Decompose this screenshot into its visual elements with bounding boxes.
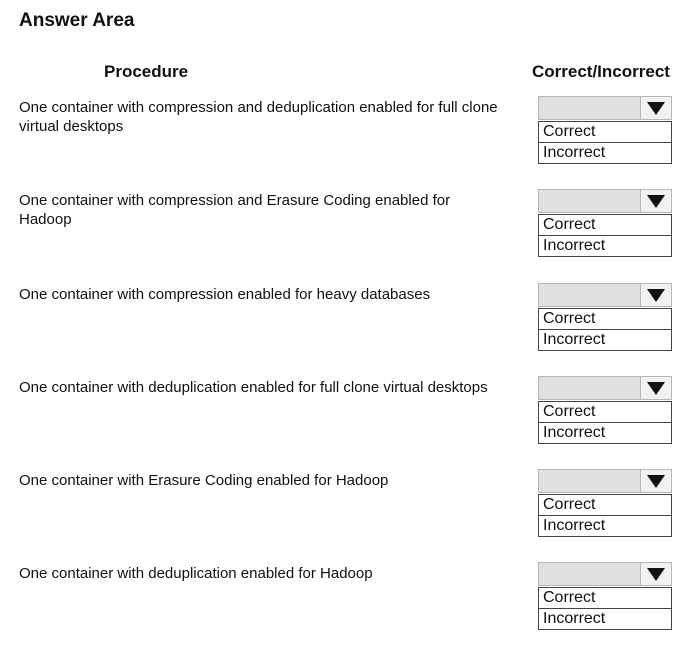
dropdown-arrow-button[interactable] (640, 190, 671, 212)
dropdown-options (538, 308, 672, 351)
procedure-row (0, 564, 700, 654)
procedure-text: One container with Erasure Coding enabled for Hadoop (19, 472, 389, 489)
option-incorrect[interactable]: Incorrect (539, 235, 671, 256)
dropdown-arrow-button[interactable] (640, 470, 671, 492)
answer-dropdown (538, 562, 672, 630)
dropdown-select[interactable] (538, 562, 672, 586)
option-correct[interactable]: Correct (543, 403, 596, 420)
triangle-down-icon (647, 102, 665, 115)
dropdown-options (538, 121, 672, 164)
answer-dropdown (538, 283, 672, 351)
dropdown-options (538, 494, 672, 537)
procedure-row (0, 191, 700, 281)
dropdown-select[interactable] (538, 189, 672, 213)
procedure-text: One container with deduplication enabled for Hadoop (19, 565, 373, 582)
dropdown-options (538, 587, 672, 630)
triangle-down-icon (647, 568, 665, 581)
triangle-down-icon (647, 289, 665, 302)
procedure-text: One container with compression and Erasure Coding enabled for Hadoop (19, 192, 451, 228)
dropdown-select[interactable] (538, 283, 672, 307)
dropdown-arrow-button[interactable] (640, 284, 671, 306)
procedure-row (0, 285, 700, 375)
dropdown-options (538, 401, 672, 444)
dropdown-arrow-button[interactable] (640, 377, 671, 399)
option-incorrect[interactable]: Incorrect (539, 608, 671, 629)
option-incorrect[interactable]: Incorrect (539, 422, 671, 443)
triangle-down-icon (647, 475, 665, 488)
option-correct[interactable]: Correct (543, 496, 596, 513)
option-correct[interactable]: Correct (543, 123, 596, 140)
procedure-header: Procedure (104, 62, 189, 81)
correct-incorrect-header: Correct/Incorrect (532, 62, 670, 81)
option-incorrect[interactable]: Incorrect (539, 329, 671, 350)
dropdown-select[interactable] (538, 376, 672, 400)
procedure-text: One container with deduplication enabled for full clone virtual desktops (19, 379, 488, 396)
dropdown-arrow-button[interactable] (640, 563, 671, 585)
answer-dropdown (538, 96, 672, 164)
procedure-text: One container with compression and deduplication enabled for full clone virtual desktops (19, 99, 498, 135)
answer-dropdown (538, 469, 672, 537)
triangle-down-icon (647, 195, 665, 208)
procedure-row (0, 471, 700, 561)
answer-dropdown (538, 189, 672, 257)
option-correct[interactable]: Correct (543, 310, 596, 327)
procedure-text: One container with compression enabled for heavy databases (19, 286, 431, 303)
procedure-row (0, 378, 700, 468)
triangle-down-icon (647, 382, 665, 395)
answer-dropdown (538, 376, 672, 444)
option-incorrect[interactable]: Incorrect (539, 142, 671, 163)
option-incorrect[interactable]: Incorrect (539, 515, 671, 536)
dropdown-select[interactable] (538, 469, 672, 493)
procedure-row (0, 98, 700, 188)
option-correct[interactable]: Correct (543, 589, 596, 606)
dropdown-arrow-button[interactable] (640, 97, 671, 119)
dropdown-select[interactable] (538, 96, 672, 120)
option-correct[interactable]: Correct (543, 216, 596, 233)
answer-area-title: Answer Area (19, 10, 135, 31)
dropdown-options (538, 214, 672, 257)
